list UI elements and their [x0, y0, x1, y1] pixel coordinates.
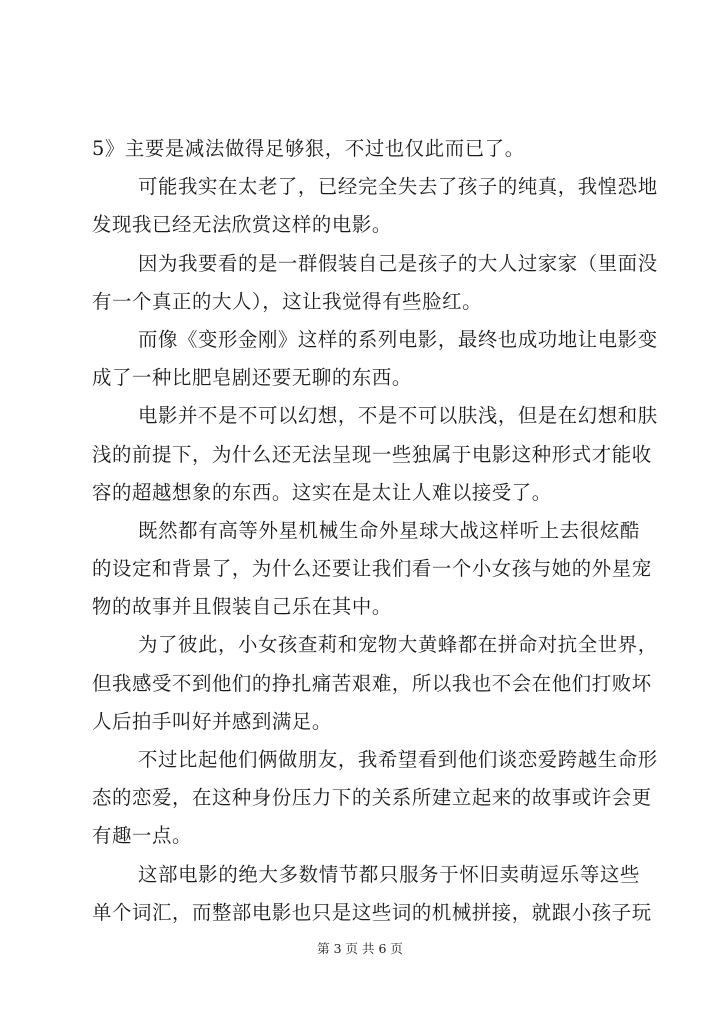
paragraph-line: 5》主要是减法做得足够狠，不过也仅此而已了。	[92, 137, 525, 160]
paragraph-line: 容的超越想象的东西。这实在是太让人难以接受了。	[92, 480, 552, 504]
paragraph-line: 发现我已经无法欣赏这样的电影。	[92, 213, 392, 237]
paragraph-line: 有一个真正的大人），这让我觉得有些脸红。	[92, 289, 483, 313]
paragraph-line: 的设定和背景了，为什么还要让我们看一个小女孩与她的外星宠	[92, 557, 652, 581]
paragraph-line: 成了一种比肥皂剧还要无聊的东西。	[92, 366, 412, 390]
paragraph-line: 不过比起他们俩做朋友，我希望看到他们谈恋爱跨越生命形	[138, 748, 658, 771]
paragraph-line: 为了彼此，小女孩查莉和宠物大黄蜂都在拼命对抗全世界，	[138, 633, 658, 657]
paragraph-line: 单个词汇，而整部电影也只是这些词的机械拼接，就跟小孩子玩	[92, 900, 652, 924]
paragraph-line: 这部电影的绝大多数情节都只服务于怀旧卖萌逗乐等这些	[138, 862, 640, 886]
paragraph-line: 而像《变形金刚》这样的系列电影，最终也成功地让电影变	[138, 327, 658, 351]
paragraph-line: 浅的前提下，为什么还无法呈现一些独属于电影这种形式才能收	[92, 442, 652, 466]
paragraph-line: 电影并不是不可以幻想，不是不可以肤浅，但是在幻想和肤	[138, 404, 658, 428]
paragraph-line: 态的恋爱，在这种身份压力下的关系所建立起来的故事或许会更	[92, 786, 652, 810]
paragraph-line: 既然都有高等外星机械生命外星球大战这样听上去很炫酷	[138, 518, 640, 542]
paragraph-line: 但我感受不到他们的挣扎痛苦艰难，所以我也不会在他们打败坏	[92, 671, 652, 695]
page-footer: 第 3 页 共 6 页	[317, 941, 403, 956]
paragraph-line: 可能我实在太老了，已经完全失去了孩子的纯真，我惶恐地	[138, 175, 658, 199]
body-text	[92, 130, 658, 932]
paragraph-line: 物的故事并且假装自己乐在其中。	[92, 595, 392, 619]
paragraph-line: 因为我要看的是一群假装自己是孩子的大人过家家（里面没	[138, 251, 658, 275]
paragraph-line: 人后拍手叫好并感到满足。	[92, 709, 332, 733]
paragraph-line: 有趣一点。	[92, 824, 192, 848]
